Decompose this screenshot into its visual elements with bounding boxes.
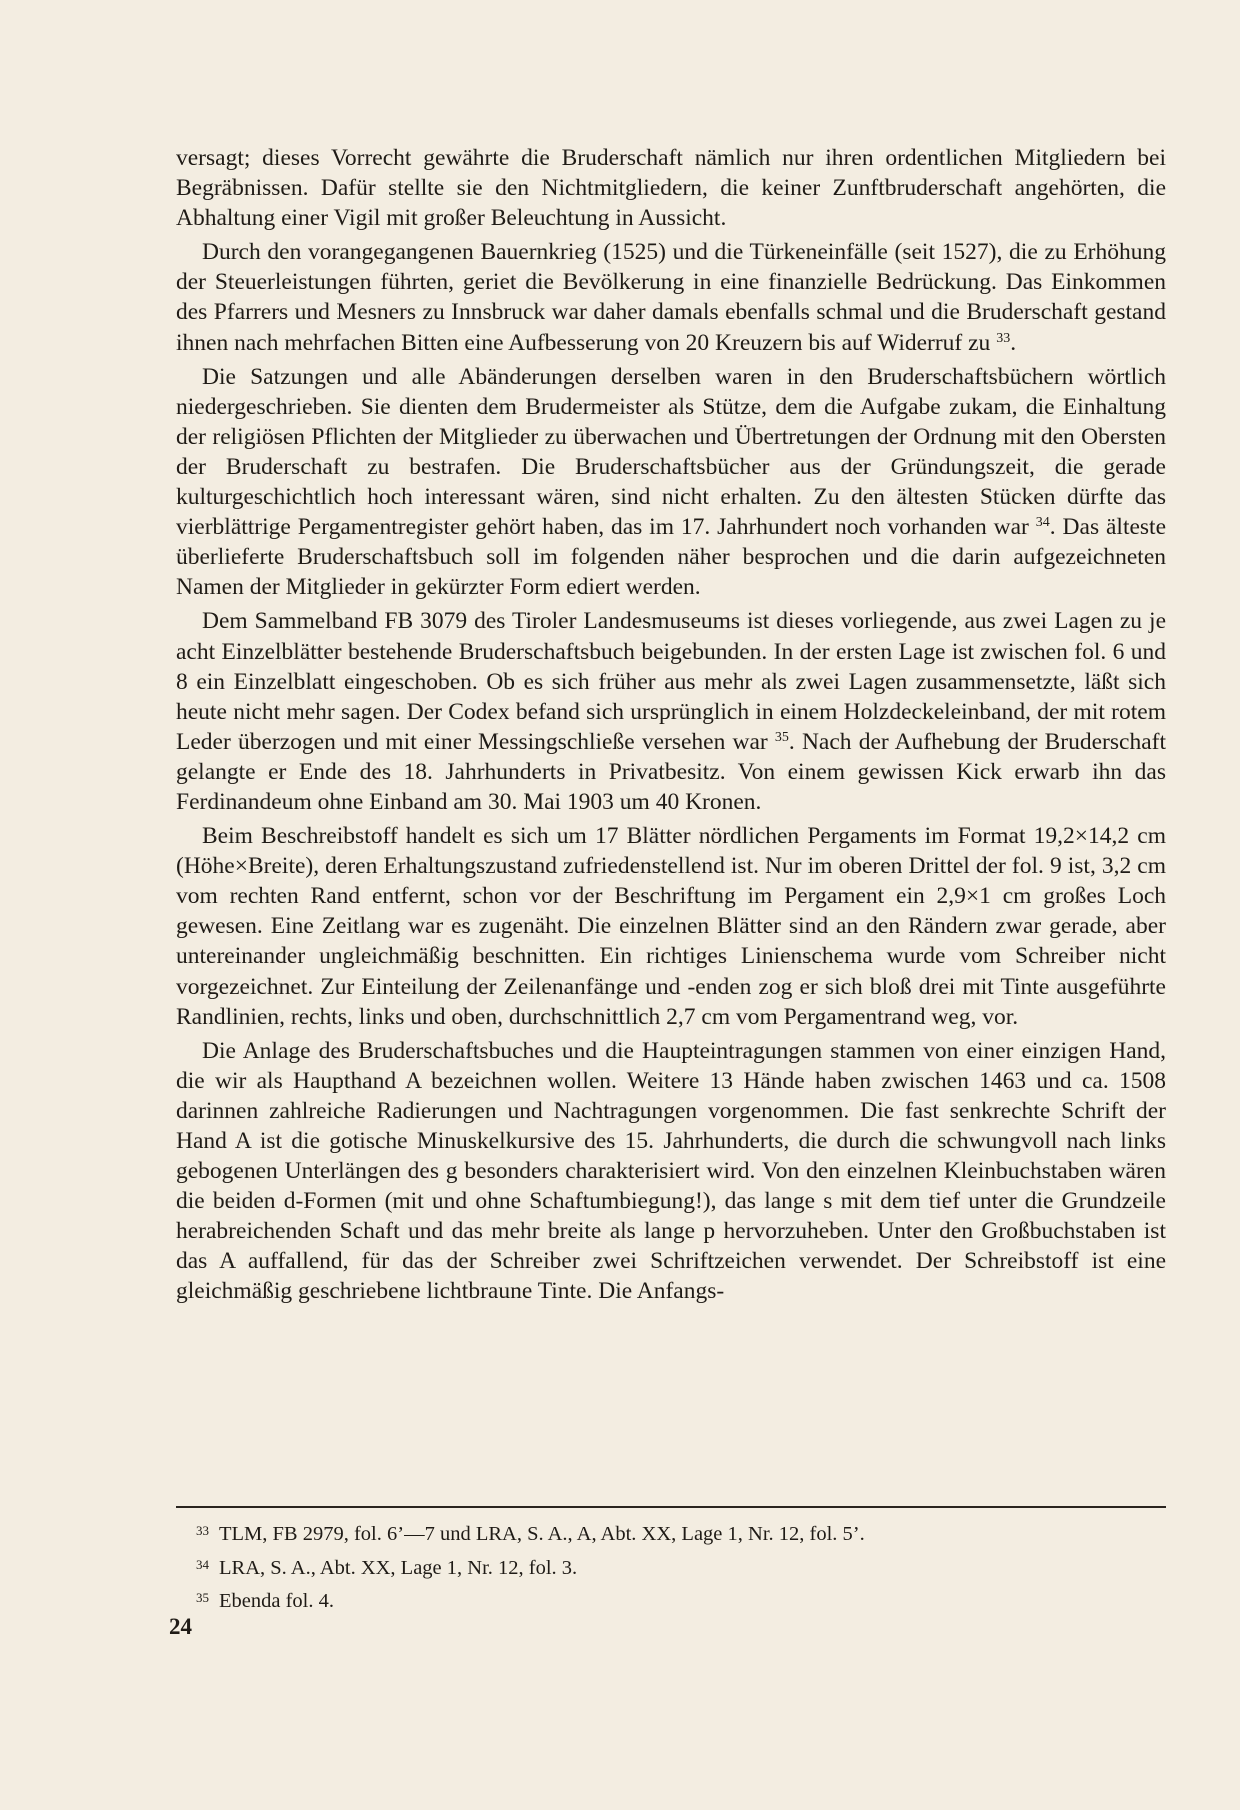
footnotes [196,1516,1156,1617]
footnote-ref-35[interactable]: 35 [774,729,789,745]
paragraph-1-text: versagt; dieses Vorrecht gewährte die Bruderschaft nämlich nur ihren ordentlichen Mitgliedern bei Begräbnissen. Dafür stellte sie den Nichtmitgliedern, die keiner Zunftbruderschaft angehörten, die Abhaltung einer Vigil mit großer Beleuchtung in Aussicht. [176,145,1166,232]
paragraph-6 [176,1036,1166,1307]
page-number: 24 [169,1614,192,1639]
footnote-number: 35 [196,1590,209,1605]
footnote-33 [196,1516,1156,1550]
footnote-ref-34[interactable]: 34 [1035,515,1050,531]
paragraph-2-tail: . [1010,329,1017,356]
paragraph-4 [176,606,1166,817]
paragraph-6-text: Die Anlage des Bruderschaftsbuches und die Haupteintragungen stammen von einer einzigen Hand, die wir als Haupthand A bezeichnen wollen. Weitere 13 Hände haben zwischen 1463 und ca. 1508 darinnen zahlreiche Radierungen und Nachtragungen vorgenommen. Die fast senkrechte Schrift der Hand A ist die gotische Minuskelkursive des 15. Jahrhunderts, die durch die schwungvoll nach links gebogenen Unterlängen des g besonders charakterisiert wird. Von den einzelnen Kleinbuchstaben wären die beiden d-Formen (mit und ohne Schaftumbiegung!), das lange s mit dem tief unter die Grundzeile herabreichenden Schaft und das mehr breite als lange p hervorzuheben. Unter den Großbuchstaben ist das A auffallend, für das der Schreiber zwei Schriftzeichen verwendet. Der Schreibstoff ist eine gleichmäßig geschriebene lichtbraune Tinte. Die Anfangs- [176,1037,1166,1305]
footnote-text: Ebenda fol. 4. [219,1590,334,1612]
paragraph-2 [176,237,1166,357]
footnote-number: 33 [196,1523,209,1538]
paragraph-3-text: Die Satzungen und alle Abänderungen derselben waren in den Bruderschaftsbüchern wörtlich niedergeschrieben. Sie dienten dem Brudermeister als Stütze, dem die Aufgabe zukam, die Einhaltung der religiösen Pflichten der Mitglieder zu überwachen und Übertretungen der Ordnung mit den Obersten der Bruderschaft zu bestrafen. Die Bruderschaftsbücher aus der Gründungszeit, die gerade kulturgeschichtlich hoch interessant wären, sind nicht erhalten. Zu den ältesten Stücken dürfte das vierblättrige Pergamentregister gehört haben, das im 17. Jahrhundert noch vorhanden war [176,363,1166,541]
paragraph-5-text: Beim Beschreibstoff handelt es sich um 17 Blätter nördlichen Pergaments im Format 19,2×14,2 cm (Höhe×Breite), deren Erhaltungszustand zufriedenstellend ist. Nur im oberen Drittel der fol. 9 ist, 3,2 cm vom rechten Rand entfernt, schon vor der Beschriftung im Pergament ein 2,9×1 cm großes Loch gewesen. Eine Zeitlang war es zugenäht. Die einzelnen Blätter sind an den Rändern zwar gerade, aber untereinander ungleichmäßig beschnitten. Ein richtiges Linienschema wurde vom Schreiber nicht vorgezeichnet. Zur Einteilung der Zeilenanfänge und -enden zog er sich bloß drei mit Tinte ausgeführte Randlinien, rechts, links und oben, durchschnittlich 2,7 cm vom Pergamentrand weg, vor. [176,823,1166,1030]
footnote-divider [176,1506,1166,1508]
paragraph-3 [176,362,1166,603]
footnote-34 [196,1550,1156,1584]
footnote-text: TLM, FB 2979, fol. 6’—7 und LRA, S. A., A, Abt. XX, Lage 1, Nr. 12, fol. 5’. [219,1523,865,1545]
footnote-35 [196,1583,1156,1617]
footnote-ref-33[interactable]: 33 [996,330,1011,346]
paragraph-1 [176,143,1166,233]
paragraph-3-tail: . Das älteste überlieferte Bruderschaftsbuch soll im folgenden näher besprochen und die darin aufgezeichneten Namen der Mitglieder in gekürzter Form ediert werden. [176,514,1167,601]
paragraph-2-text: Durch den vorangegangenen Bauernkrieg (1525) und die Türkeneinfälle (seit 1527), die zu Erhöhung der Steuerleistungen führten, geriet die Bevölkerung in eine finanzielle Bedrückung. Das Einkommen des Pfarrers und Mesners zu Innsbruck war daher damals ebenfalls schmal und die Bruderschaft gestand ihnen nach mehrfachen Bitten eine Aufbesserung von 20 Kreuzern bis auf Widerruf zu [176,239,1166,356]
footnote-text: LRA, S. A., Abt. XX, Lage 1, Nr. 12, fol. 3. [219,1556,578,1579]
paragraph-4-tail: . Nach der Aufhebung der Bruderschaft gelangte er Ende des 18. Jahrhunderts in Privatbesitz. Von einem gewissen Kick erwarb ihn das Ferdinandeum ohne Einband am 30. Mai 1903 um 40 Kronen. [176,728,1166,815]
footnote-number: 34 [196,1556,209,1572]
main-text [176,143,1166,1311]
paragraph-5 [176,821,1166,1032]
paragraph-4-text: Dem Sammelband FB 3079 des Tiroler Landesmuseums ist dieses vorliegende, aus zwei Lagen zu je acht Einzelblätter bestehende Bruderschaftsbuch beigebunden. In der ersten Lage ist zwischen fol. 6 und 8 ein Einzelblatt eingeschoben. Ob es sich früher aus mehr als zwei Lagen zusammensetzte, läßt sich heute nicht mehr sagen. Der Codex befand sich ursprünglich in einem Holzdeckeleinband, der mit rotem Leder überzogen und mit einer Messingschließe versehen war [176,608,1166,755]
